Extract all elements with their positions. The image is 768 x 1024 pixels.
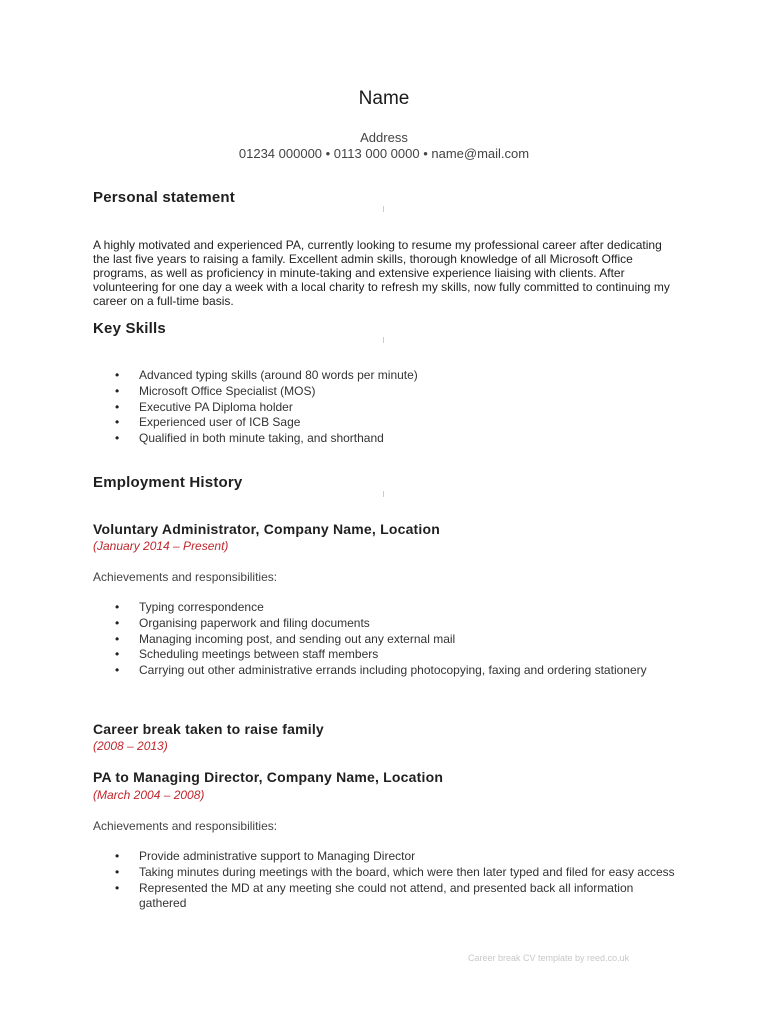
list-item: • Experienced user of ICB Sage (93, 415, 683, 431)
job-dates: (March 2004 – 2008) (93, 788, 205, 802)
job-title: Voluntary Administrator, Company Name, Location (93, 521, 441, 537)
job-dates: (January 2014 – Present) (93, 539, 229, 553)
key-skills-heading: Key Skills (93, 320, 166, 337)
list-item: • Taking minutes during meetings with the board, which were then later typed and filed for easy access (93, 865, 683, 881)
section-divider-mark (383, 206, 384, 212)
job-title: Career break taken to raise family (93, 721, 324, 737)
candidate-name: Name (358, 88, 410, 109)
personal-statement-text: A highly motivated and experienced PA, currently looking to resume my professional career after dedicating the last five years to raising a family. Excellent admin skills, thorough knowledge of all Microsoft Office programs, as well as proficiency in minute-taking and extensive experience liaising with clients. After volunteering for one day a week with a local charity to refresh my skills, now fully committed to continuing my career on a full-time basis. (93, 238, 670, 308)
job-dates: (2008 – 2013) (93, 739, 168, 753)
list-item: • Qualified in both minute taking, and shorthand (93, 431, 683, 447)
section-divider-mark (383, 337, 384, 343)
candidate-contact: 01234 000000 • 0113 000 0000 • name@mail.com (238, 146, 530, 161)
list-item: • Typing correspondence (93, 600, 683, 616)
list-item: • Managing incoming post, and sending out any external mail (93, 632, 683, 648)
section-divider-mark (383, 491, 384, 497)
personal-statement-heading: Personal statement (93, 189, 235, 206)
list-item: • Microsoft Office Specialist (MOS) (93, 384, 683, 400)
responsibilities-label: Achievements and responsibilities: (93, 570, 278, 584)
job-responsibilities-list (93, 600, 683, 679)
list-item: • Represented the MD at any meeting she could not attend, and presented back all information gathered (93, 881, 683, 913)
candidate-address: Address (360, 130, 408, 145)
employment-history-heading: Employment History (93, 474, 243, 491)
responsibilities-label: Achievements and responsibilities: (93, 819, 278, 833)
job-title: PA to Managing Director, Company Name, Location (93, 769, 444, 785)
list-item: • Provide administrative support to Managing Director (93, 849, 683, 865)
template-credit: Career break CV template by reed.co.uk (468, 953, 630, 963)
list-item: • Carrying out other administrative errands including photocopying, faxing and ordering stationery (93, 663, 683, 679)
list-item: • Advanced typing skills (around 80 words per minute) (93, 368, 683, 384)
key-skills-list (93, 368, 683, 447)
job-responsibilities-list (93, 849, 683, 912)
list-item: • Scheduling meetings between staff members (93, 647, 683, 663)
list-item: • Executive PA Diploma holder (93, 400, 683, 416)
list-item: • Organising paperwork and filing documents (93, 616, 683, 632)
